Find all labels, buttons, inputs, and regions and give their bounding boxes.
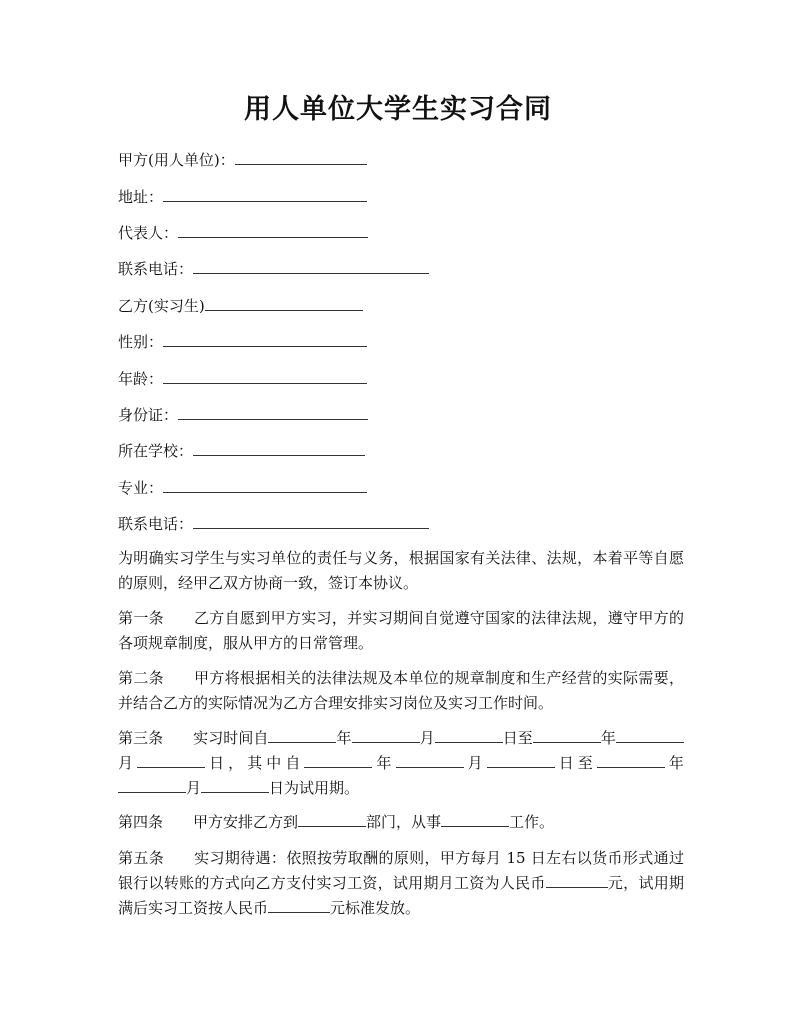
intern-field — [118, 295, 363, 317]
article-5 — [118, 846, 684, 921]
gender-field — [118, 331, 367, 353]
address-label: 地址： — [118, 188, 164, 206]
trial-salary-blank — [546, 872, 608, 888]
article-3-text-12: 月 — [186, 779, 202, 797]
date-blank — [268, 727, 336, 743]
page-title: 用人单位大学生实习合同 — [244, 94, 552, 125]
article-2-label: 第二条 — [118, 669, 164, 687]
article-3-label: 第三条 — [118, 729, 164, 747]
date-blank — [597, 752, 665, 768]
article-3-text-1: 实习时间自 — [193, 729, 269, 747]
article-3-text-5: 年 — [600, 729, 616, 747]
gender-blank — [163, 331, 367, 347]
intro-paragraph: 为明确实习学生与实习单位的责任与义务，根据国家有关法律、法规，本着平等自愿的原则，经甲乙双方协商一致，签订本协议。 — [118, 549, 684, 592]
representative-field — [118, 222, 368, 244]
id-card-field — [118, 404, 368, 426]
major-field — [118, 477, 367, 499]
article-3-text-2: 年 — [336, 729, 352, 747]
job-blank — [441, 811, 509, 827]
address-field — [118, 186, 367, 208]
regular-salary-blank — [268, 897, 330, 913]
article-3-text-10: 日至 — [554, 754, 597, 772]
article-4 — [118, 810, 684, 835]
article-3 — [118, 726, 684, 801]
employer-phone-label: 联系电话： — [118, 260, 194, 278]
article-3-text-6: 月 — [118, 754, 138, 772]
date-blank — [118, 777, 186, 793]
representative-label: 代表人： — [118, 224, 179, 242]
date-blank — [304, 752, 372, 768]
id-card-label: 身份证： — [118, 406, 179, 424]
school-blank — [193, 440, 365, 456]
article-2 — [118, 666, 684, 716]
employer-phone-field — [118, 258, 429, 280]
date-blank — [487, 752, 555, 768]
article-3-text-9: 月 — [463, 754, 487, 772]
employer-field — [118, 149, 367, 171]
major-blank — [163, 477, 367, 493]
article-1-label: 第一条 — [118, 609, 164, 627]
article-1-text: 乙方自愿到甲方实习，并实习期间自觉遵守国家的法律法规，遵守甲方的各项规章制度，服从甲方的日常管理。 — [118, 609, 684, 652]
representative-blank — [178, 222, 368, 238]
date-blank — [435, 727, 503, 743]
article-2-text: 甲方将根据相关的法律法规及本单位的规章制度和生产经营的实际需要，并结合乙方的实际情况为乙方合理安排实习岗位及实习工作时间。 — [118, 669, 684, 712]
article-3-text-4: 日至 — [502, 729, 533, 747]
article-4-text-1: 甲方安排乙方到 — [193, 813, 299, 831]
article-4-text-2: 部门，从事 — [366, 813, 442, 831]
date-blank — [616, 727, 684, 743]
article-3-text-11: 年 — [664, 754, 684, 772]
address-blank — [163, 186, 367, 202]
gender-label: 性别： — [118, 333, 164, 351]
intern-phone-field — [118, 513, 429, 535]
age-blank — [163, 368, 367, 384]
age-label: 年龄： — [118, 370, 164, 388]
article-5-label: 第五条 — [118, 849, 165, 867]
article-4-text-3: 工作。 — [509, 813, 555, 831]
article-5-text-2: 元，试用期满后实习工资按人民币 — [118, 874, 684, 917]
employer-label: 甲方(用人单位)： — [118, 151, 235, 169]
id-card-blank — [178, 404, 368, 420]
intern-label: 乙方(实习生) — [118, 297, 205, 315]
article-3-text-8: 年 — [372, 754, 396, 772]
school-field — [118, 440, 365, 462]
employer-phone-blank — [193, 258, 429, 274]
employer-blank — [235, 149, 367, 165]
article-3-text-7: 日，其中自 — [205, 754, 305, 772]
date-blank — [533, 727, 601, 743]
intern-phone-blank — [193, 513, 429, 529]
article-3-text-3: 月 — [419, 729, 435, 747]
major-label: 专业： — [118, 479, 164, 497]
department-blank — [298, 811, 366, 827]
intern-blank — [205, 295, 363, 311]
article-3-text-13: 日为试用期。 — [269, 779, 360, 797]
intern-phone-label: 联系电话： — [118, 515, 194, 533]
article-5-text-3: 元标准发放。 — [330, 899, 421, 917]
date-blank — [201, 777, 269, 793]
article-5-text-1: 实习期待遇：依照按劳取酬的原则，甲方每月 15 日左右以货币形式通过银行以转账的方式向乙方支付实习工资，试用期月工资为人民币 — [118, 849, 684, 892]
date-blank — [396, 752, 464, 768]
age-field — [118, 368, 367, 390]
date-blank — [137, 752, 205, 768]
article-1 — [118, 606, 684, 656]
article-4-label: 第四条 — [118, 813, 164, 831]
school-label: 所在学校： — [118, 442, 194, 460]
date-blank — [352, 727, 420, 743]
